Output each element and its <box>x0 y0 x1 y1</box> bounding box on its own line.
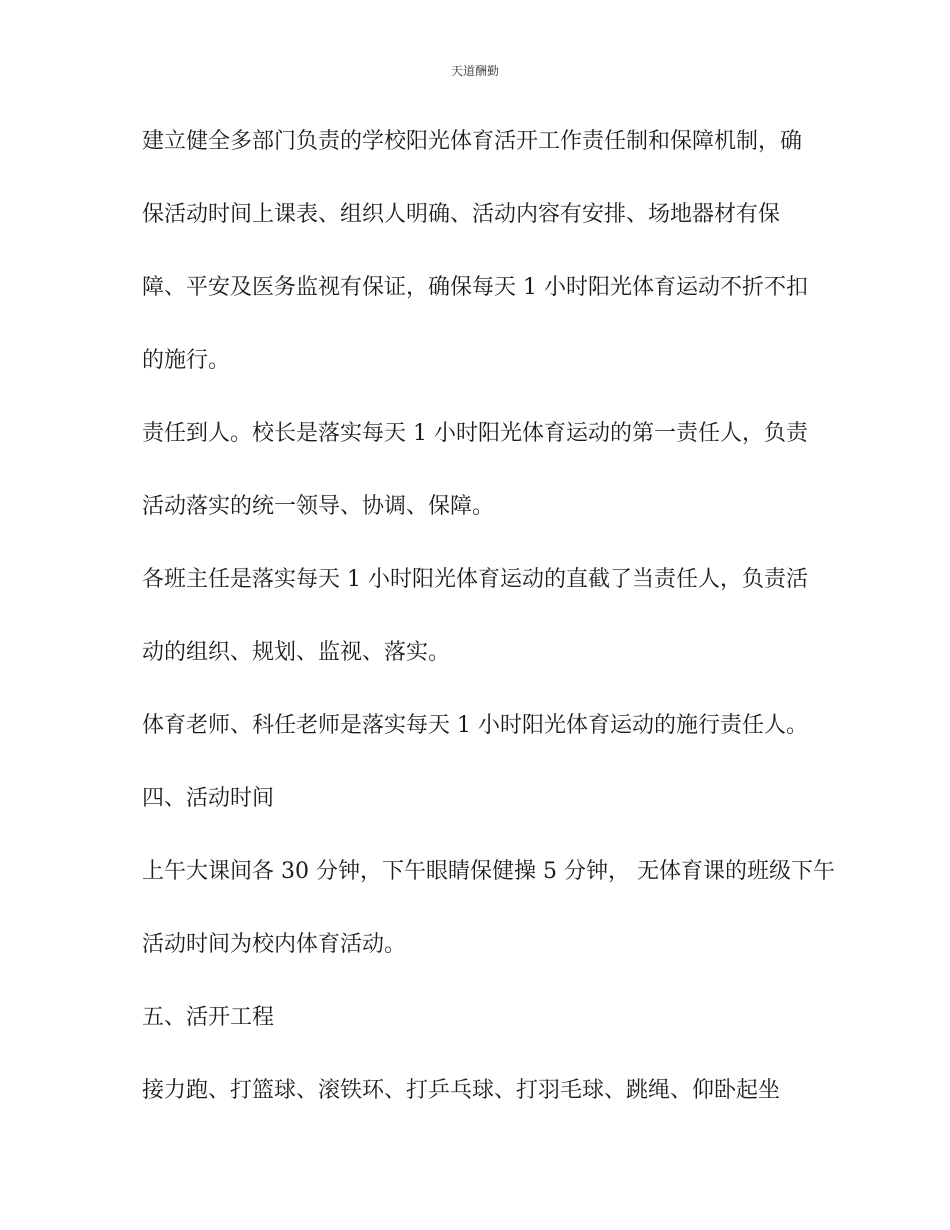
text-line: 接力跑、打篮球、滚铁环、打乒乓球、打羽毛球、跳绳、仰卧起坐 <box>142 1078 781 1103</box>
text-line: 的施行。 <box>142 348 231 373</box>
document-body <box>142 120 835 1142</box>
section-heading: 四、活动时间 <box>142 786 275 811</box>
page-header: 天道酬勤 <box>450 64 499 78</box>
section-heading: 五、活开工程 <box>142 1005 275 1030</box>
text-line: 保活动时间上课表、组织人明确、活动内容有安排、场地器材有保 <box>142 202 781 227</box>
text-line: 各班主任是落实每天 1 小时阳光体育运动的直截了当责任人，负责活 <box>142 567 808 592</box>
text-line: 活动落实的统一领导、协调、保障。 <box>142 494 495 519</box>
text-line: 建立健全多部门负责的学校阳光体育活开工作责任制和保障机制，确 <box>142 129 803 154</box>
text-line: 上午大课间各 30 分钟，下午眼睛保健操 5 分钟， 无体育课的班级下午 <box>142 859 835 884</box>
text-line: 障、平安及医务监视有保证，确保每天 1 小时阳光体育运动不折不扣 <box>142 275 808 300</box>
text-line: 动的组织、规划、监视、落实。 <box>142 640 451 665</box>
text-line: 体育老师、科任老师是落实每天 1 小时阳光体育运动的施行责任人。 <box>142 713 808 738</box>
text-line: 活动时间为校内体育活动。 <box>142 932 407 957</box>
text-line: 责任到人。校长是落实每天 1 小时阳光体育运动的第一责任人，负责 <box>142 421 808 446</box>
